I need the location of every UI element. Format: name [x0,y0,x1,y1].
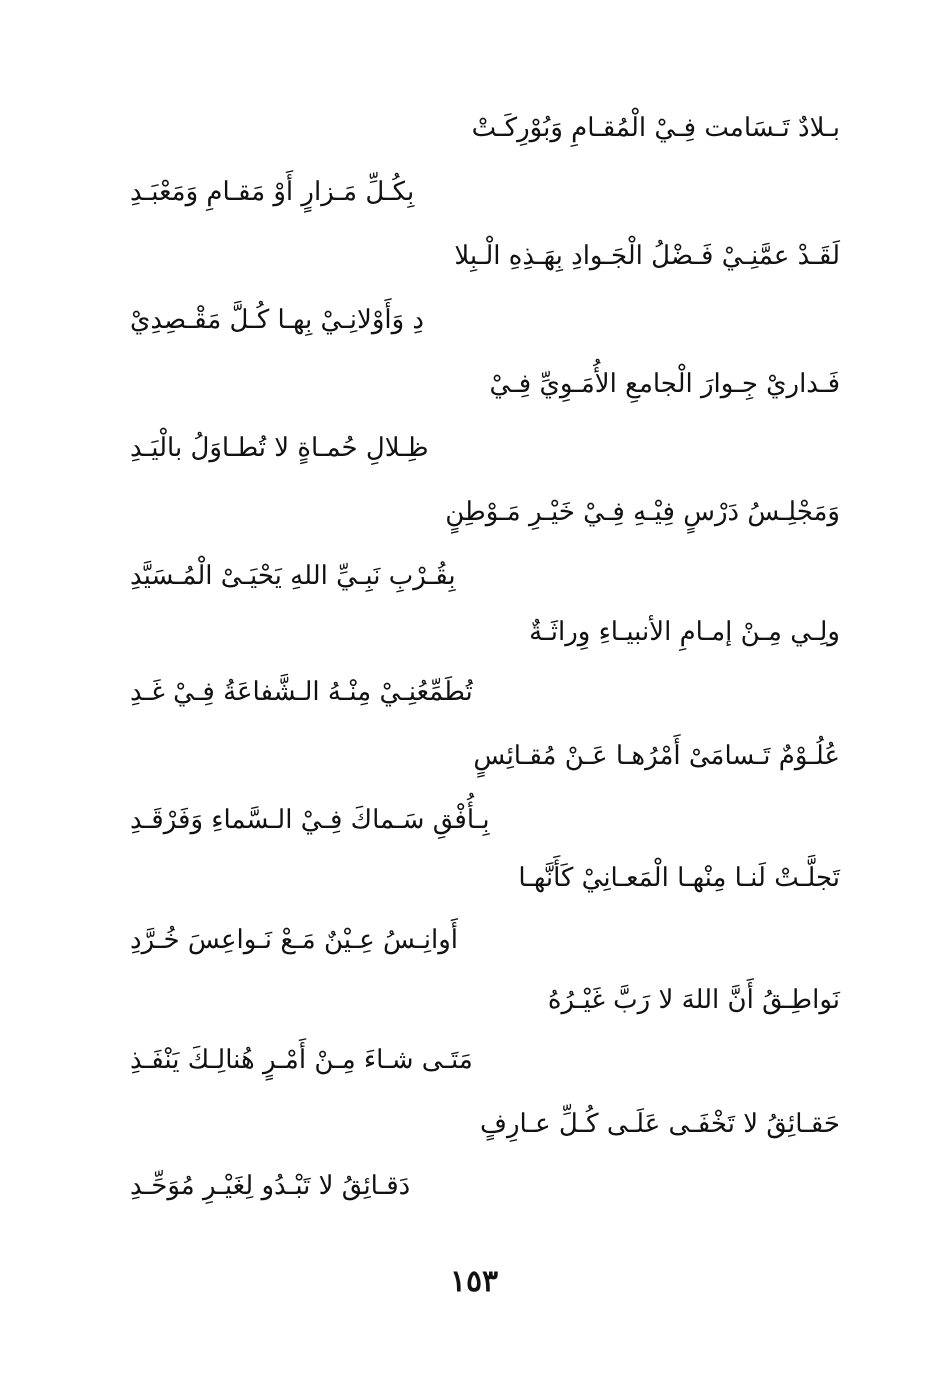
verse-line-10: تُطَمِّعُنِـيْ مِنْـهُ الـشَّفاعَةُ فِـيْ غَـدِ [130,677,473,707]
verse-line-17: حَقـائِقُ لا تَخْفَـى عَلَـى كُـلِّ عـارِفٍ [480,1109,840,1139]
verse-line-16: مَتَـى شـاءَ مِـنْ أَمْـرٍ هُنالِـكَ يَنْفَـذِ [130,1045,473,1075]
verse-line-13: تَجلَّـتْ لَنـا مِنْهـا الْمَعـانِيْ كَأَنَّهـا [518,863,840,893]
verse-line-15: نَواطِـقُ أَنَّ اللهَ لا رَبَّ غَيْـرُهُ [547,985,840,1015]
verse-line-14: أَوانِـسُ عِـيْنٌ مَـعْ نَـواعِسَ خُـرَّدِ [130,925,458,955]
verse-line-12: بِـأُفْقِ سَـماكَ فِـيْ الـسَّماءِ وَفَرْقَـدِ [130,805,490,835]
verse-line-11: عُلُـوْمٌ تَـسامَىْ أَمْرُهـا عَـنْ مُقـائِسٍ [473,741,840,771]
verse-line-9: ولِـي مِـنْ إمـامِ الأنبيـاءِ وِراثَـةٌ [529,617,840,647]
verse-line-8: بِقُـرْبِ نَبِـيِّ اللهِ يَحْيَـىْ الْمُـسَيَّدِ [130,561,456,591]
verse-line-2: بِكُـلِّ مَـزارٍ أَوْ مَقـامِ وَمَعْبَـدِ [130,177,415,207]
verse-line-6: ظِـلالِ حُمـاةٍ لا تُطـاوَلُ بالْيَـدِ [130,433,429,463]
verse-line-1: بـلادٌ تَـسَامت فِـيْ الْمُقـامِ وَبُوْرِكَـتْ [471,113,840,143]
verse-line-5: فَـداريْ جِـوارَ الْجامعِ الأُمَـوِيِّ فِـيْ [489,369,840,399]
page-number: ١٥٣ [449,1264,499,1299]
verse-line-3: لَقَـدْ عمَّنِـيْ فَـضْلُ الْجَـوادِ بِهَـذِهِ الْـبِلا [454,241,840,271]
verse-line-18: دَقـائِقُ لا تَبْـدُو لِغَيْـرِ مُوَحِّـدِ [130,1171,411,1201]
verse-line-4: دِ وَأَوْلانِـيْ بِهـا كُـلَّ مَقْـصِدِيْ [130,305,425,335]
verse-line-7: وَمَجْلِـسُ دَرْسٍ فِيْـهِ فِـيْ خَيْـرِ مَـوْطِنٍ [445,497,840,527]
